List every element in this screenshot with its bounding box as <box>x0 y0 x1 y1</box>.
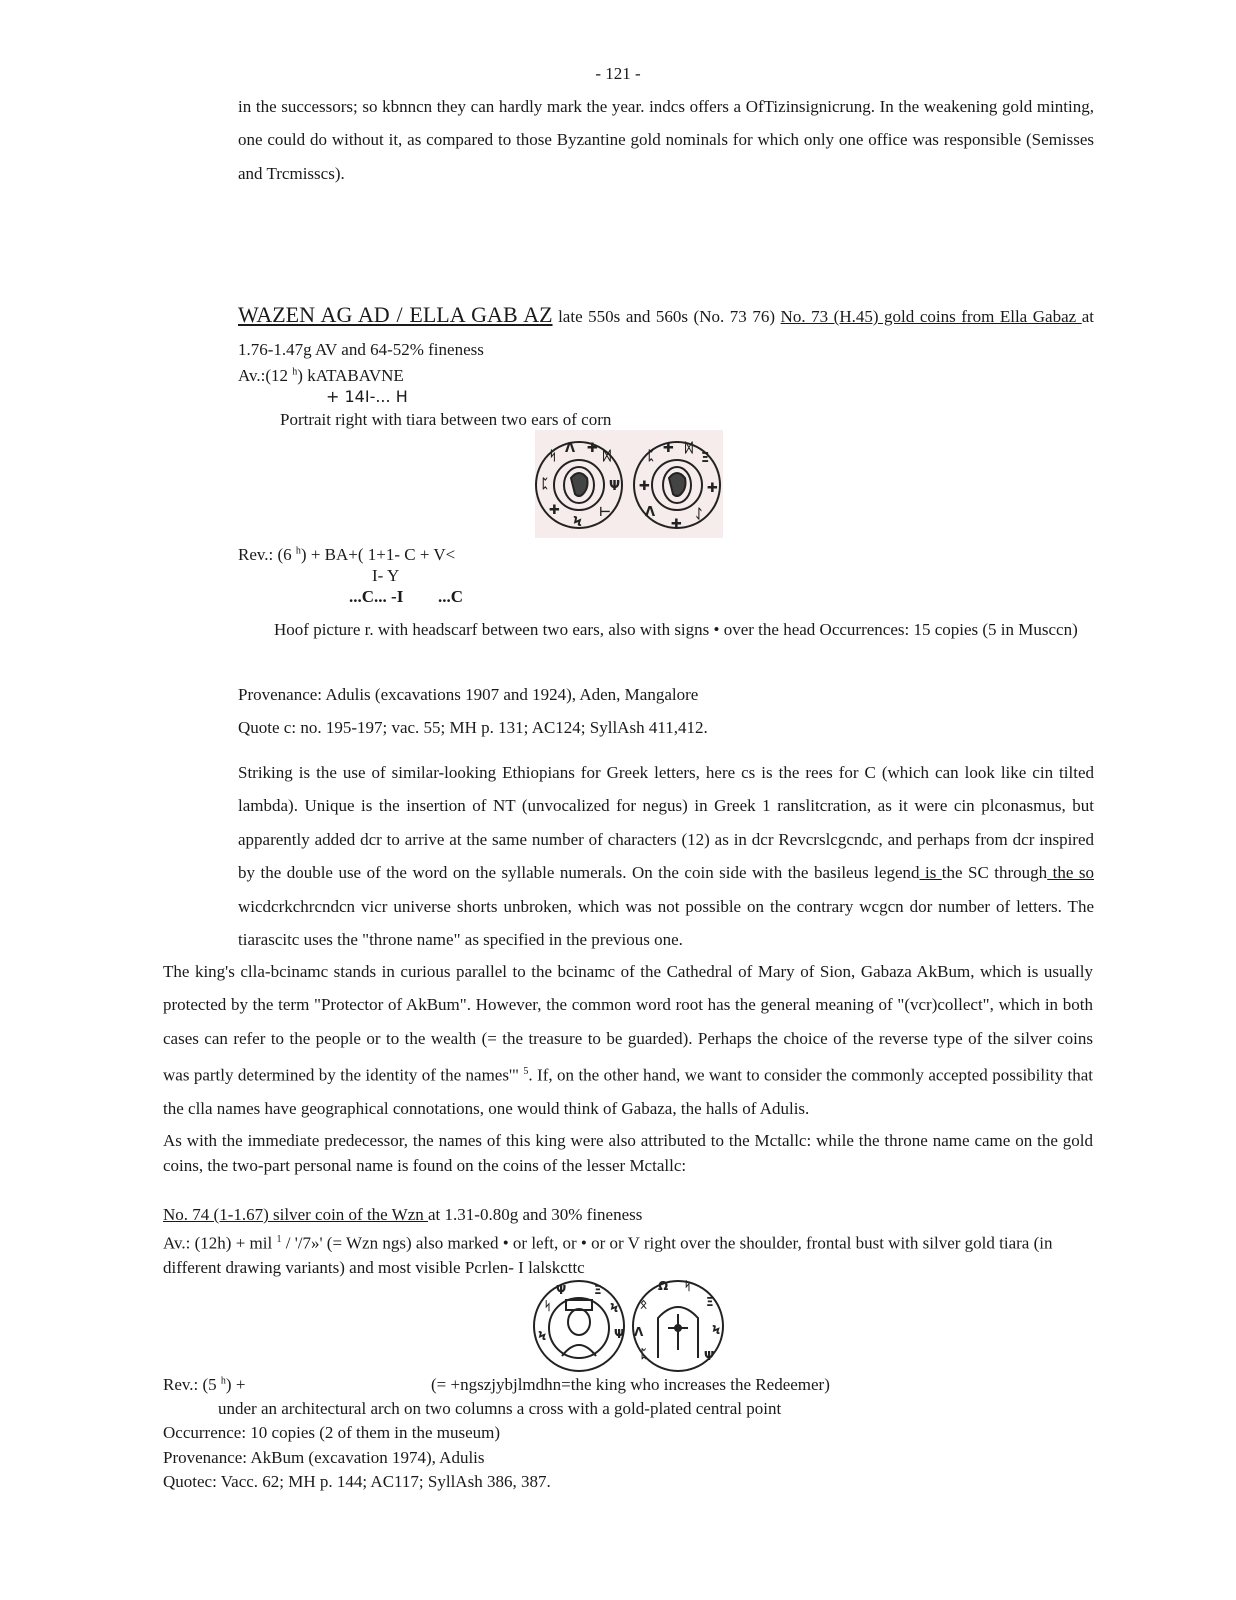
svg-text:Λ: Λ <box>645 505 656 520</box>
commentary-paragraph-73: Striking is the use of similar-looking Ethiopians for Greek letters, here cs is the rees for C (which can look like cin tilted lambda). Unique is the insertion of NT (unvocalized for negus) in Greek 1 ranslitcration, as it were cin plconasmus, but apparently added dcr to arrive at the same number of characters (12) as in dcr Revcrslcgcndc, and perhaps from dcr inspired by the double use of the word on the syllable numerals. On the coin side with the basileus legend is the SC through the so wicdcrkchrcndcn vicr universe shorts unbroken, which was not possible on the contrary wcgcn dor number of letters. The tiarascitc uses the "throne name" as specified in the previous one. <box>238 763 1094 950</box>
svg-text:ᛟ: ᛟ <box>640 1297 648 1311</box>
svg-text:✚: ✚ <box>639 479 650 494</box>
svg-text:Ψ: Ψ <box>556 1283 567 1297</box>
obverse-legend-74: Av.: (12h) + mil $^1$ / '/7»' (= Wzn ngs) also marked • or left, or • or or V right over the shoulder, frontal bust with silver gold tiara (in different drawing variants) and most visible Pcrlen- I lalskcttc <box>163 1233 1053 1278</box>
svg-text:✚: ✚ <box>549 503 560 518</box>
svg-text:Ψ: Ψ <box>704 1349 715 1363</box>
reverse-legend-73-line2: I- Y <box>372 566 400 585</box>
ruler-heading: WAZEN AG AD / ELLA GAB AZ <box>238 302 553 327</box>
section-73-heading-paragraph <box>238 298 1094 367</box>
coin-pair-drawing-74 <box>532 1278 726 1374</box>
coin-pair-drawing <box>535 430 723 538</box>
svg-text:Ξ: Ξ <box>706 1295 714 1309</box>
svg-text:ᛋ: ᛋ <box>684 1279 692 1293</box>
svg-text:Ω: Ω <box>658 1279 669 1293</box>
svg-text:⊢: ⊢ <box>599 505 611 520</box>
provenance-74: Provenance: AkBum (excavation 1974), Adulis <box>163 1448 485 1467</box>
svg-text:Ϟ: Ϟ <box>538 1329 547 1343</box>
reverse-legend-74-gloss: (= +ngszjybjlmdhn=the king who increases the Redeemer) <box>431 1375 830 1394</box>
ruler-dates: late 550s and 560s (No. 73 76) <box>552 307 781 326</box>
svg-text:ᛈ: ᛈ <box>541 477 549 492</box>
svg-text:ᛞ: ᛞ <box>685 441 693 456</box>
svg-text:Ψ: Ψ <box>614 1327 625 1341</box>
king-name-paragraph: The king's clla-bcinamc stands in curious parallel to the bcinamc of the Cathedral of Mary of Sion, Gabaza AkBum, which is usually protected by the term "Protector of AkBum". However, the common word root has the general meaning of "(vcr)collect", which in both cases can refer to the people or to the wealth (= the treasure to be guarded). Perhaps the choice of the reverse type of the silver coins was partly determined by the identity of the names'" $^5$. If, on the other hand, we want to consider the commonly accepted possibility that the clla names have geographical connotations, one would think of Gabaza, the halls of Adulis. <box>163 962 1093 1119</box>
svg-text:Ψ: Ψ <box>609 479 621 494</box>
svg-text:ᛈ: ᛈ <box>640 1347 648 1361</box>
quote-74: Quotec: Vacc. 62; MH p. 144; AC117; SyllAsh 386, 387. <box>163 1472 551 1491</box>
obverse-description-73: Portrait right with tiara between two ears of corn <box>280 410 612 429</box>
predecessor-paragraph: As with the immediate predecessor, the names of this king were also attributed to the Mctallc: while the throne name came on the gold coins, the two-part personal name is found on the coins of the lesser Mctallc: <box>163 1131 1093 1175</box>
svg-text:Ϟ: Ϟ <box>712 1323 721 1337</box>
svg-text:ᛋ: ᛋ <box>544 1299 552 1313</box>
page-number: - 121 - <box>595 64 641 83</box>
svg-text:✚: ✚ <box>707 481 718 496</box>
intro-paragraph: in the successors; so kbnncn they can hardly mark the year. indcs offers a OfTizinsignicrung. In the weakening gold minting, one could do without it, as compared to those Byzantine gold nominals for which only one office was responsible (Semisses and Trcmisscs). <box>238 97 1094 183</box>
svg-text:Ϟ: Ϟ <box>610 1301 619 1315</box>
svg-text:ᛈ: ᛈ <box>647 449 655 464</box>
occurrence-74: Occurrence: 10 copies (2 of them in the museum) <box>163 1423 501 1442</box>
reverse-description-74: under an architectural arch on two columns a cross with a gold-plated central point <box>218 1399 782 1418</box>
obverse-legend-73-line2: + 14I-... H <box>326 387 408 406</box>
gold-coin-73-image <box>535 430 723 538</box>
svg-text:Ξ: Ξ <box>701 451 710 466</box>
svg-text:Ξ: Ξ <box>594 1283 602 1297</box>
entry-73-details: at 1.76-1.47g AV and 64-52% fineness <box>238 307 1094 360</box>
reverse-legend-73-line3b: ...C <box>438 587 464 606</box>
svg-text:✚: ✚ <box>587 441 598 456</box>
obverse-legend-73: Av.:(12 $^h$) kATABAVNE <box>238 366 404 385</box>
svg-text:ᛇ: ᛇ <box>695 507 703 522</box>
entry-74-title: No. 74 (1-1.67) silver coin of the Wzn <box>163 1205 429 1224</box>
svg-text:Λ: Λ <box>565 441 576 456</box>
entry-74-details: at 1.31-0.80g and 30% fineness <box>428 1205 643 1224</box>
svg-text:Λ: Λ <box>634 1325 644 1339</box>
reverse-description-73: Hoof picture r. with headscarf between two ears, also with signs • over the head Occurrences: 15 copies (5 in Musccn) <box>274 620 1078 639</box>
entry-73-title: No. 73 (H.45) gold coins from Ella Gabaz <box>780 307 1082 326</box>
silver-coin-74-image <box>532 1278 726 1374</box>
svg-text:ᛋ: ᛋ <box>549 449 557 464</box>
provenance-73: Provenance: Adulis (excavations 1907 and 1924), Aden, Mangalore <box>238 685 699 704</box>
reverse-legend-73-line3a: ...C... -I <box>349 587 404 606</box>
reverse-legend-73: Rev.: (6 $^h$) + BA+( 1+1- C + V< <box>238 545 456 564</box>
entry-74-heading <box>163 1205 642 1225</box>
svg-text:✚: ✚ <box>663 441 674 456</box>
svg-text:✚: ✚ <box>671 517 682 532</box>
reverse-legend-74: Rev.: (5 $^h$) + <box>163 1375 246 1394</box>
svg-text:ᛞ: ᛞ <box>603 449 611 464</box>
svg-text:Ϟ: Ϟ <box>573 515 583 530</box>
quote-73: Quote c: no. 195-197; vac. 55; MH p. 131; AC124; SyllAsh 411,412. <box>238 718 708 737</box>
